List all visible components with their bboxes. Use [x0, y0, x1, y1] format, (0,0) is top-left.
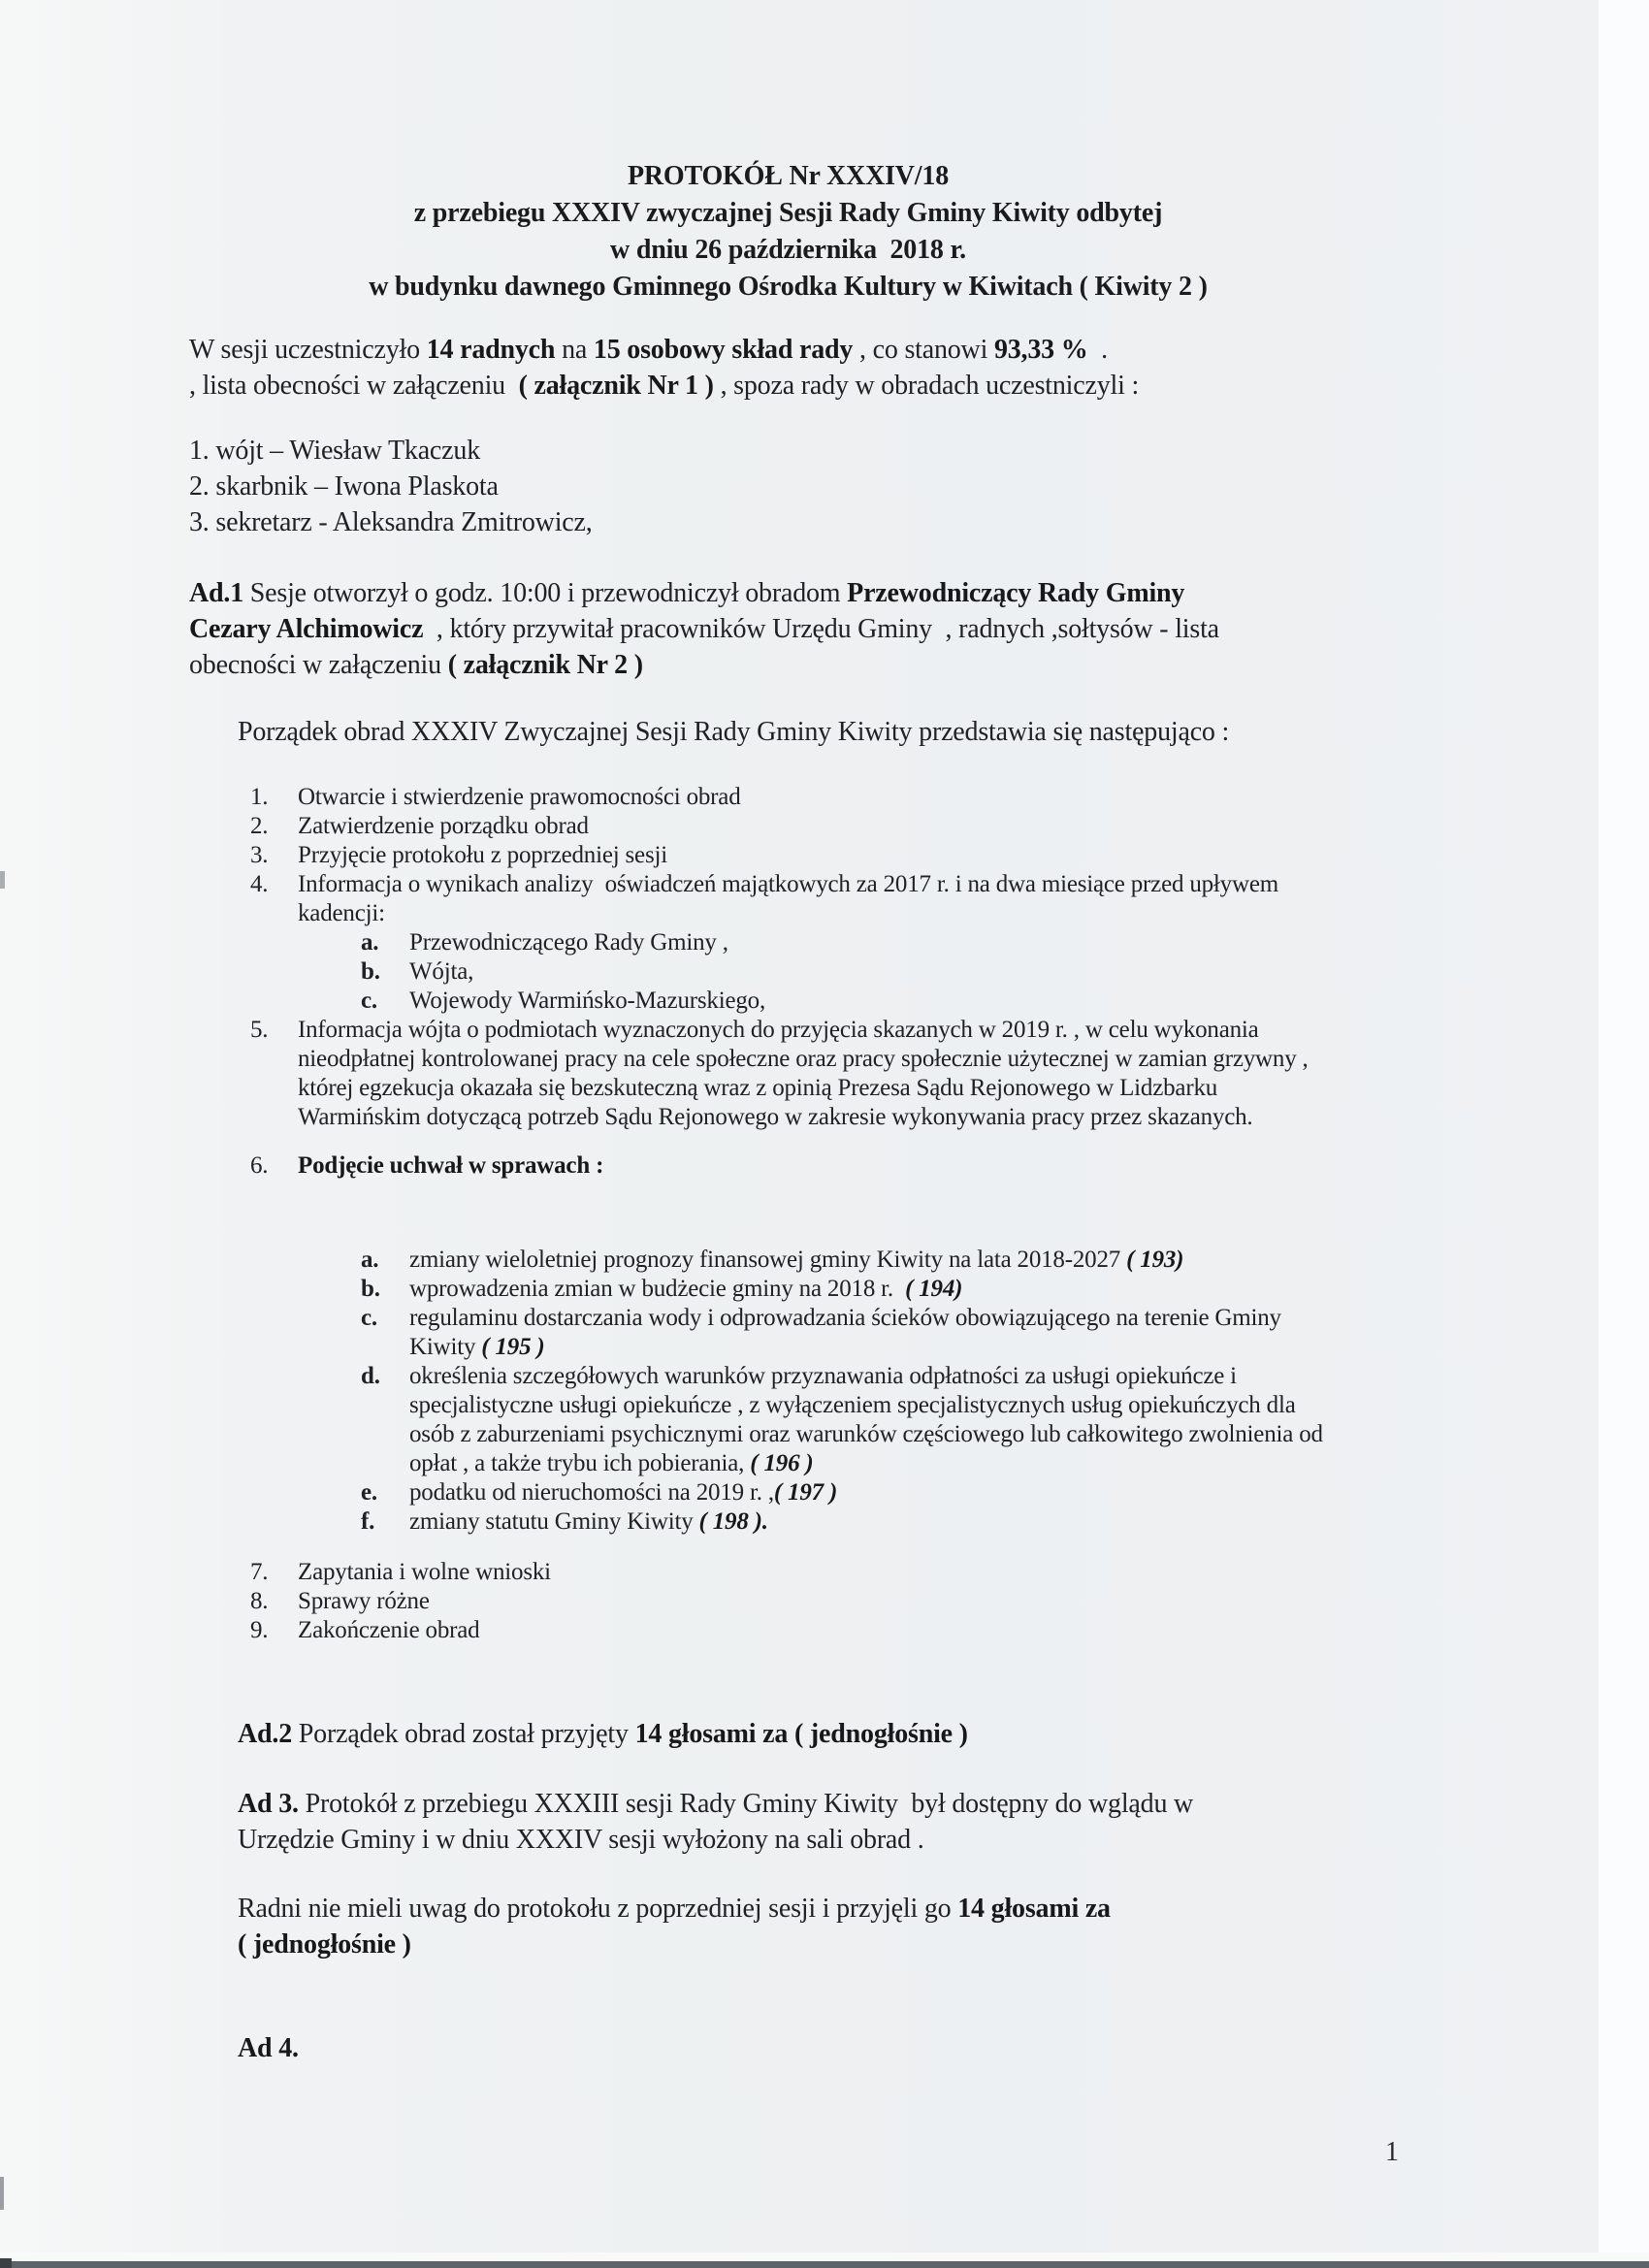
attendance-paragraph: W sesji uczestniczyło 14 radnych na 15 osobowy skład rady , co stanowi 93,33 % . , lista obecności w załączeniu ( załącznik Nr 1 ) , spoza rady w obradach uczestniczyli : [189, 335, 1140, 401]
subitem-text: Przewodniczącego Rady Gminy , [409, 929, 728, 956]
item-text: Otwarcie i stwierdzenie prawomocności obrad [298, 784, 741, 810]
subitem-text: wprowadzenia zmian w budżecie gminy na 2018 r. ( 194) [409, 1276, 963, 1302]
item-number: 1. [250, 784, 269, 810]
subitem-text: Wójta, [409, 958, 474, 985]
agenda-item-9 [189, 1616, 1387, 1645]
title-line-3: w dniu 26 października 2018 r. [610, 235, 966, 265]
subitem-letter: e. [361, 1479, 377, 1506]
item-number: 7. [250, 1559, 269, 1585]
item-text: Zatwierdzenie porządku obrad [298, 813, 589, 839]
agenda-item-6 [189, 1151, 1387, 1181]
item-number: 9. [250, 1617, 269, 1643]
agenda-list [189, 783, 1387, 1645]
subitem-letter: d. [361, 1363, 380, 1389]
agenda-subitem-4c [189, 987, 1387, 1016]
agenda-subitem-4a [189, 928, 1387, 957]
subitem-text: zmiany statutu Gminy Kiwity ( 198 ). [409, 1508, 768, 1535]
item-text: Zakończenie obrad [298, 1617, 480, 1643]
subitem-text: zmiany wieloletniej prognozy finansowej gminy Kiwity na lata 2018-2027 ( 193) [409, 1247, 1184, 1273]
item-text: Informacja o wynikach analizy oświadczeń majątkowych za 2017 r. i na dwa miesiące przed upływem kadencji: [298, 871, 1278, 926]
ad2-paragraph: Ad.2 Porządek obrad został przyjęty 14 głosami za ( jednogłośnie ) [238, 1719, 968, 1749]
subitem-letter: b. [361, 1276, 380, 1302]
agenda-subitem-6c [189, 1304, 1387, 1362]
scan-right-edge [1599, 0, 1649, 2268]
scan-artifact [0, 871, 5, 889]
agenda-item-8 [189, 1587, 1387, 1616]
subitem-letter: c. [361, 1305, 377, 1331]
agenda-subitem-4b [189, 957, 1387, 987]
agenda-item-5 [189, 1016, 1387, 1132]
item-text: Podjęcie uchwał w sprawach : [298, 1152, 604, 1179]
item-number: 4. [250, 871, 269, 897]
agenda-item-1 [189, 783, 1387, 812]
item-number: 2. [250, 813, 269, 839]
item-number: 3. [250, 842, 269, 868]
attendee-line: 2. skarbnik – Iwona Plaskota [189, 471, 499, 502]
ad1-paragraph: Ad.1 Sesje otworzył o godz. 10:00 i przewodniczył obradom Przewodniczący Rady Gminy Cezary Alchimowicz , który przywitał pracowników Urzędu Gminy , radnych ,sołtysów - lista obecności w załączeniu ( załącznik Nr 2 ) [189, 578, 1219, 680]
subitem-text: podatku od nieruchomości na 2019 r. ,( 197 ) [409, 1479, 838, 1506]
item-text: Informacja wójta o podmiotach wyznaczonych do przyjęcia skazanych w 2019 r. , w celu wykonania nieodpłatnej kontrolowanej pracy na cele społeczne oraz pracy społecznie użytecznej w zamian grzywny , której egzekucja okazała się bezskuteczną wraz z opinią Prezesa Sądu Rejonowego w Lidzbarku Warmińskim dotyczącą potrzeb Sądu Rejonowego w zakresie wykonywania pracy przez skazanych. [298, 1017, 1309, 1130]
ad4-heading: Ad 4. [238, 2033, 299, 2063]
scan-artifact [0, 2177, 4, 2210]
scan-bottom-edge [0, 2252, 1649, 2261]
document-title [189, 158, 1387, 306]
agenda-subitem-6a [189, 1246, 1387, 1275]
subitem-text: regulaminu dostarczania wody i odprowadzania ścieków obowiązującego na terenie Gminy Kiwity ( 195 ) [409, 1305, 1281, 1360]
document-content [189, 0, 1387, 2066]
title-line-1: PROTOKÓŁ Nr XXXIV/18 [628, 161, 949, 191]
agenda-item-7 [189, 1558, 1387, 1587]
item-number: 5. [250, 1017, 269, 1043]
item-text: Przyjęcie protokołu z poprzedniej sesji [298, 842, 667, 868]
protocol-acceptance-paragraph: Radni nie mieli uwag do protokołu z poprzedniej sesji i przyjęli go 14 głosami za ( jednogłośnie ) [238, 1894, 1111, 1960]
subitem-text: Wojewody Warmińsko-Mazurskiego, [409, 988, 766, 1014]
agenda-subitem-6f [189, 1507, 1387, 1537]
attendees-list [189, 433, 1387, 540]
title-line-2: z przebiegu XXXIV zwyczajnej Sesji Rady Gminy Kiwity odbytej [413, 198, 1163, 228]
scan-bottom-bar [0, 2261, 1649, 2268]
item-text: Zapytania i wolne wnioski [298, 1559, 551, 1585]
subitem-text: określenia szczegółowych warunków przyznawania odpłatności za usługi opiekuńcze i specjalistyczne usługi opiekuńcze , z wyłączeniem specjalistycznych usług opiekuńczych dla osób z zaburzeniami psychicznymi oraz warunków częściowego lub całkowitego zwolnienia od opłat , a także trybu ich pobierania, ( 196 ) [409, 1363, 1323, 1476]
subitem-letter: b. [361, 958, 380, 985]
agenda-item-3 [189, 841, 1387, 870]
scan-artifact [0, 2258, 12, 2268]
attendee-line: 1. wójt – Wiesław Tkaczuk [189, 436, 480, 466]
agenda-subitem-6e [189, 1478, 1387, 1507]
attendee-line: 3. sekretarz - Aleksandra Zmitrowicz, [189, 507, 593, 537]
agenda-subitem-6b [189, 1275, 1387, 1304]
page-number: 1 [1385, 2137, 1399, 2167]
item-number: 8. [250, 1588, 269, 1614]
item-number: 6. [250, 1152, 269, 1179]
agenda-item-4 [189, 870, 1387, 928]
subitem-letter: f. [361, 1508, 375, 1535]
ad3-paragraph: Ad 3. Protokół z przebiegu XXXIII sesji Rady Gminy Kiwity był dostępny do wglądu w Urzędzie Gminy i w dniu XXXIV sesji wyłożony na sali obrad . [238, 1789, 1194, 1855]
agenda-intro: Porządek obrad XXXIV Zwyczajnej Sesji Rady Gminy Kiwity przedstawia się następująco : [238, 717, 1230, 747]
title-line-4: w budynku dawnego Gminnego Ośrodka Kultury w Kiwitach ( Kiwity 2 ) [369, 272, 1208, 302]
agenda-subitem-6d [189, 1362, 1387, 1478]
subitem-letter: a. [361, 1247, 379, 1273]
subitem-letter: a. [361, 929, 379, 956]
subitem-letter: c. [361, 988, 377, 1014]
item-text: Sprawy różne [298, 1588, 430, 1614]
agenda-item-2 [189, 812, 1387, 841]
